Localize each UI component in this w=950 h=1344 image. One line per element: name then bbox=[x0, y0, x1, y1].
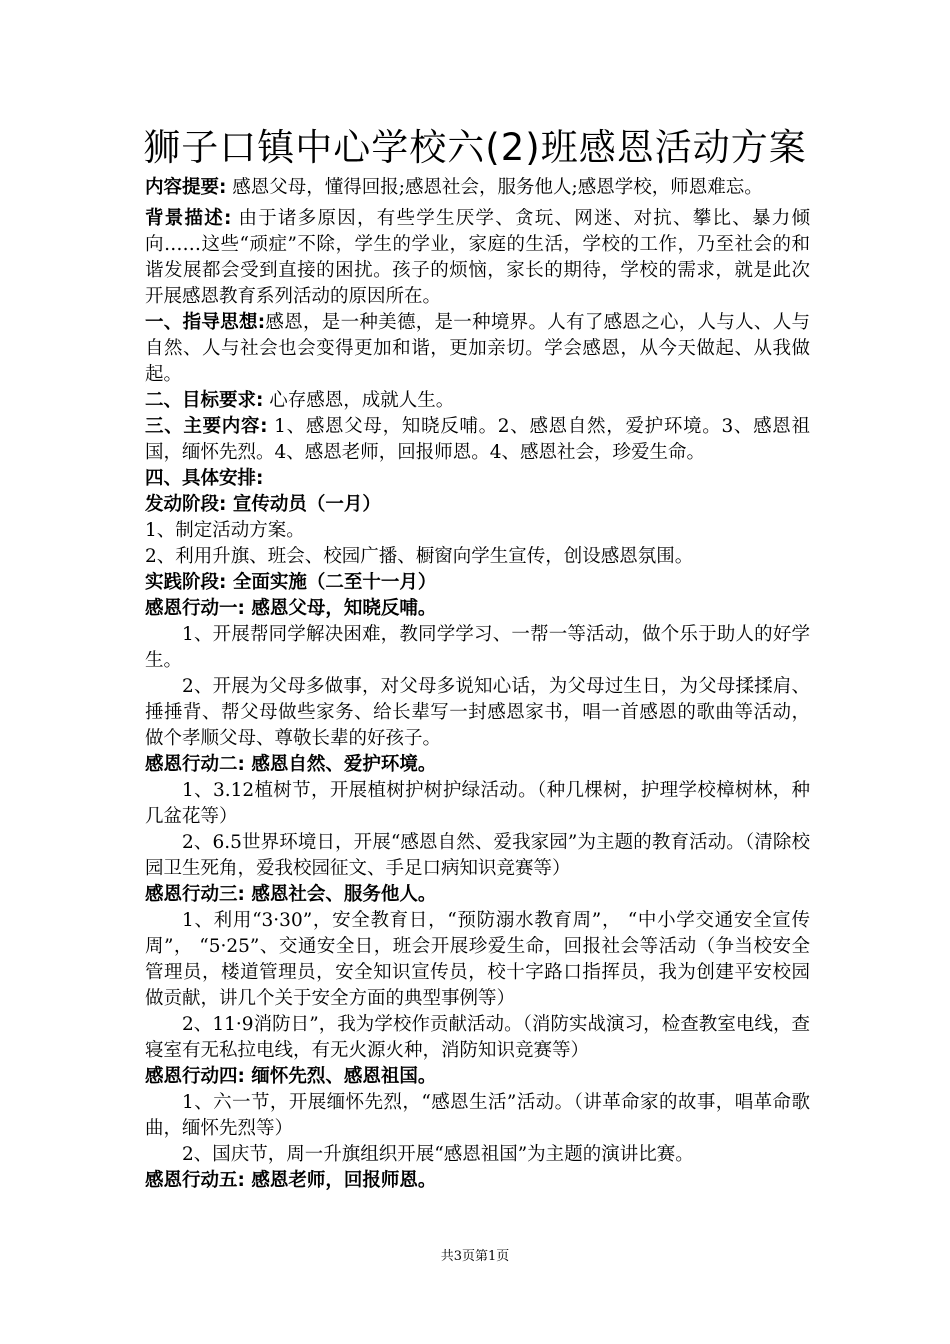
arrangement-heading: 四、具体安排: bbox=[145, 468, 264, 489]
action2-item: 1、3.12植树节，开展植树护树护绿活动。（种几棵树，护理学校樟树林，种几盆花等） bbox=[145, 780, 810, 827]
document-title: 狮子口镇中心学校六(2)班感恩活动方案 bbox=[143, 126, 807, 169]
action5-heading: 感恩行动五: 感恩老师，回报师恩。 bbox=[145, 1170, 437, 1191]
page-number-footer: 共3页第1页 bbox=[440, 1249, 510, 1264]
summary-label: 内容提要: bbox=[145, 177, 227, 198]
guiding-idea-paragraph bbox=[145, 310, 810, 388]
background-paragraph bbox=[145, 206, 810, 310]
action4-heading: 感恩行动四: 缅怀先烈、感恩祖国。 bbox=[145, 1066, 437, 1087]
action3-item: 1、利用“3·30”，安全教育日，“预防溺水教育周”， “中小学交通安全宣传周”， “5·25”、交通安全日，班会开展珍爱生命，回报社会等活动（争当校安全管理员，楼道管理员，安全知识宣传员，校十字路口指挥员，我为创建平安校园做贡献，讲几个关于安全方面的典型事例等） bbox=[145, 910, 810, 1009]
guiding-idea-label: 一、指导思想: bbox=[145, 312, 266, 333]
summary-paragraph bbox=[145, 175, 810, 201]
action3-item: 2、11·9消防日”，我为学校作贡献活动。（消防实战演习，检查教室电线，查寝室有无私拉电线，有无火源火种，消防知识竞赛等） bbox=[145, 1014, 810, 1061]
phase2-heading: 实践阶段: 全面实施（二至十一月） bbox=[145, 572, 437, 593]
background-text: 由于诸多原因，有些学生厌学、贪玩、网迷、对抗、攀比、暴力倾向……这些“顽症”不除，学生的学业，家庭的生活，学校的工作，乃至社会的和谐发展都会受到直接的困扰。孩子的烦恼，家长的期待，学校的需求，就是此次开展感恩教育系列活动的原因所在。 bbox=[145, 208, 810, 307]
phase1-heading: 发动阶段: 宣传动员（一月） bbox=[145, 494, 381, 515]
main-content-text: 1、感恩父母，知晓反哺。2、感恩自然，爱护环境。3、感恩祖国，缅怀先烈。4、感恩老师，回报师恩。4、感恩社会，珍爱生命。 bbox=[145, 416, 810, 463]
main-content-label: 三、主要内容: bbox=[145, 416, 268, 437]
goal-paragraph bbox=[145, 388, 810, 414]
document-body bbox=[145, 175, 810, 1194]
goal-text: 心存感恩，成就人生。 bbox=[263, 390, 455, 411]
background-label: 背景描述: bbox=[145, 208, 232, 229]
phase1-item: 1、制定活动方案。 bbox=[145, 520, 305, 541]
phase1-item: 2、利用升旗、班会、校园广播、橱窗向学生宣传，创设感恩氛围。 bbox=[145, 546, 694, 567]
action2-item: 2、6.5世界环境日，开展“感恩自然、爱我家园”为主题的教育活动。（清除校园卫生死角，爱我校园征文、手足口病知识竞赛等） bbox=[145, 832, 810, 879]
action4-item: 2、国庆节，周一升旗组织开展“感恩祖国”为主题的演讲比赛。 bbox=[182, 1144, 694, 1165]
action1-item: 2、开展为父母多做事，对父母多说知心话，为父母过生日，为父母揉揉肩、捶捶背、帮父母做些家务、给长辈写一封感恩家书，唱一首感恩的歌曲等活动，做个孝顺父母、尊敬长辈的好孩子。 bbox=[145, 676, 810, 749]
guiding-idea-text: 感恩，是一种美德，是一种境界。人有了感恩之心，人与人、人与自然、人与社会也会变得更加和谐，更加亲切。学会感恩，从今天做起、从我做起。 bbox=[145, 312, 810, 385]
main-content-paragraph bbox=[145, 414, 810, 466]
action4-item: 1、六一节，开展缅怀先烈，“感恩生活”活动。（讲革命家的故事，唱革命歌曲，缅怀先烈等） bbox=[145, 1092, 810, 1139]
action2-heading: 感恩行动二: 感恩自然、爱护环境。 bbox=[145, 754, 437, 775]
summary-text: 感恩父母，懂得回报;感恩社会，服务他人;感恩学校，师恩难忘。 bbox=[226, 177, 763, 198]
action3-heading: 感恩行动三: 感恩社会、服务他人。 bbox=[145, 884, 437, 905]
action1-item: 1、开展帮同学解决困难，教同学学习、一帮一等活动，做个乐于助人的好学生。 bbox=[145, 624, 810, 671]
action1-heading: 感恩行动一: 感恩父母，知晓反哺。 bbox=[145, 598, 437, 619]
goal-label: 二、目标要求: bbox=[145, 390, 264, 411]
